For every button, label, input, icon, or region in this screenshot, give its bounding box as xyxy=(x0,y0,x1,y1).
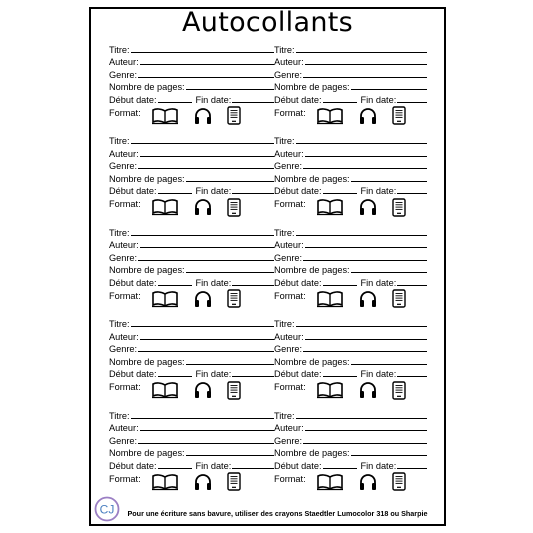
logo-text: CJ xyxy=(99,502,115,517)
pages-line[interactable] xyxy=(351,455,427,456)
genre-label: Genre: xyxy=(109,69,138,80)
fin-label: Fin date: xyxy=(360,460,397,471)
genre-line[interactable] xyxy=(303,260,427,261)
fin-line[interactable] xyxy=(232,193,274,194)
auteur-line[interactable] xyxy=(305,430,427,431)
fin-label: Fin date: xyxy=(195,94,232,105)
headphones-icon[interactable] xyxy=(193,107,213,125)
ereader-icon[interactable] xyxy=(392,106,406,125)
titre-line[interactable] xyxy=(131,326,274,327)
genre-label: Genre: xyxy=(109,252,138,263)
debut-label: Début date: xyxy=(274,369,322,379)
titre-label: Titre: xyxy=(274,44,295,55)
format-label: Format: xyxy=(109,290,141,301)
titre-line[interactable] xyxy=(131,143,274,144)
format-label: Format: xyxy=(274,290,306,301)
auteur-label: Auteur: xyxy=(274,423,304,433)
ereader-icon[interactable] xyxy=(227,381,241,400)
titre-line[interactable] xyxy=(296,143,427,144)
ereader-icon[interactable] xyxy=(227,472,241,491)
auteur-label: Auteur: xyxy=(274,331,304,342)
sticker-card xyxy=(274,42,429,134)
ereader-icon[interactable] xyxy=(392,289,406,308)
genre-line[interactable] xyxy=(138,351,274,352)
fin-label: Fin date: xyxy=(195,369,232,379)
titre-label: Titre: xyxy=(109,227,130,238)
auteur-label: Auteur: xyxy=(109,423,139,433)
sticker-card xyxy=(109,42,274,134)
auteur-line[interactable] xyxy=(140,339,274,340)
fin-label: Fin date: xyxy=(360,369,397,379)
auteur-label: Auteur: xyxy=(109,57,139,67)
pages-label: Nombre de pages: xyxy=(274,173,350,184)
sticker-card xyxy=(274,225,429,317)
debut-line[interactable] xyxy=(158,285,192,286)
ereader-icon[interactable] xyxy=(392,472,406,491)
fin-label: Fin date: xyxy=(360,94,397,105)
debut-label: Début date: xyxy=(274,186,322,196)
pages-line[interactable] xyxy=(351,89,427,90)
fin-line[interactable] xyxy=(232,285,274,286)
auteur-line[interactable] xyxy=(140,64,274,65)
titre-label: Titre: xyxy=(274,410,295,421)
pages-line[interactable] xyxy=(351,272,427,273)
pages-label: Nombre de pages: xyxy=(274,265,350,275)
fin-line[interactable] xyxy=(397,193,427,194)
fin-line[interactable] xyxy=(397,285,427,286)
fin-line[interactable] xyxy=(397,468,427,469)
sticker-card xyxy=(109,317,274,409)
fin-label: Fin date: xyxy=(360,186,397,196)
auteur-line[interactable] xyxy=(140,430,274,431)
titre-line[interactable] xyxy=(296,326,427,327)
format-label: Format: xyxy=(274,473,306,484)
debut-line[interactable] xyxy=(158,102,192,103)
headphones-icon[interactable] xyxy=(358,473,378,491)
sticker-card xyxy=(109,134,274,226)
auteur-line[interactable] xyxy=(305,247,427,248)
book-icon[interactable] xyxy=(151,107,179,125)
genre-line[interactable] xyxy=(303,443,427,444)
genre-line[interactable] xyxy=(303,77,427,78)
book-icon[interactable] xyxy=(316,198,344,216)
genre-label: Genre: xyxy=(109,161,138,171)
pages-label: Nombre de pages: xyxy=(274,82,350,92)
format-label: Format: xyxy=(109,473,141,484)
titre-label: Titre: xyxy=(109,410,130,421)
fin-line[interactable] xyxy=(397,102,427,103)
genre-label: Genre: xyxy=(274,252,303,263)
auteur-label: Auteur: xyxy=(109,148,139,159)
debut-line[interactable] xyxy=(323,376,357,377)
pages-line[interactable] xyxy=(186,455,274,456)
sticker-card xyxy=(109,225,274,317)
headphones-icon[interactable] xyxy=(193,198,213,216)
titre-line[interactable] xyxy=(296,418,427,419)
genre-label: Genre: xyxy=(274,435,303,446)
debut-label: Début date: xyxy=(109,186,157,196)
sticker-card xyxy=(274,408,429,500)
genre-line[interactable] xyxy=(303,351,427,352)
ereader-icon[interactable] xyxy=(227,106,241,125)
sticker-card xyxy=(274,317,429,409)
fin-label: Fin date: xyxy=(195,277,232,288)
format-label: Format: xyxy=(109,199,141,209)
book-icon[interactable] xyxy=(316,107,344,125)
genre-label: Genre: xyxy=(109,435,138,446)
format-label: Format: xyxy=(274,382,306,392)
genre-label: Genre: xyxy=(109,344,138,354)
genre-line[interactable] xyxy=(138,260,274,261)
titre-label: Titre: xyxy=(109,136,130,146)
format-label: Format: xyxy=(109,382,141,392)
debut-label: Début date: xyxy=(109,460,157,471)
auteur-line[interactable] xyxy=(305,64,427,65)
fin-line[interactable] xyxy=(397,376,427,377)
pages-label: Nombre de pages: xyxy=(109,173,185,184)
pages-line[interactable] xyxy=(186,272,274,273)
pages-line[interactable] xyxy=(186,364,274,365)
pages-label: Nombre de pages: xyxy=(274,356,350,367)
auteur-label: Auteur: xyxy=(274,148,304,159)
genre-line[interactable] xyxy=(303,168,427,169)
pages-label: Nombre de pages: xyxy=(109,82,185,92)
pages-label: Nombre de pages: xyxy=(109,448,185,458)
fin-line[interactable] xyxy=(232,376,274,377)
genre-label: Genre: xyxy=(274,161,303,171)
sticker-card xyxy=(274,134,429,226)
debut-label: Début date: xyxy=(274,277,322,288)
format-label: Format: xyxy=(109,107,141,118)
genre-line[interactable] xyxy=(138,77,274,78)
titre-label: Titre: xyxy=(274,227,295,238)
debut-label: Début date: xyxy=(274,94,322,105)
pages-label: Nombre de pages: xyxy=(274,448,350,458)
book-icon[interactable] xyxy=(151,198,179,216)
fin-line[interactable] xyxy=(232,102,274,103)
auteur-label: Auteur: xyxy=(274,240,304,250)
debut-line[interactable] xyxy=(323,102,357,103)
ereader-icon[interactable] xyxy=(392,381,406,400)
debut-label: Début date: xyxy=(109,277,157,288)
titre-label: Titre: xyxy=(109,319,130,329)
titre-line[interactable] xyxy=(131,52,274,53)
headphones-icon[interactable] xyxy=(193,473,213,491)
format-label: Format: xyxy=(274,107,306,118)
debut-label: Début date: xyxy=(274,460,322,471)
format-label: Format: xyxy=(274,199,306,209)
debut-line[interactable] xyxy=(158,193,192,194)
debut-label: Début date: xyxy=(109,94,157,105)
headphones-icon[interactable] xyxy=(193,290,213,308)
titre-line[interactable] xyxy=(296,52,427,53)
genre-label: Genre: xyxy=(274,344,303,354)
book-icon[interactable] xyxy=(151,381,179,399)
debut-line[interactable] xyxy=(158,468,192,469)
titre-line[interactable] xyxy=(131,235,274,236)
titre-label: Titre: xyxy=(274,319,295,329)
debut-line[interactable] xyxy=(158,376,192,377)
auteur-line[interactable] xyxy=(140,247,274,248)
titre-line[interactable] xyxy=(296,235,427,236)
headphones-icon[interactable] xyxy=(358,107,378,125)
debut-label: Début date: xyxy=(109,369,157,379)
pages-label: Nombre de pages: xyxy=(109,356,185,367)
footer-note: Pour une écriture sans bavure, utiliser des crayons Staedtler Lumocolor 318 ou Sharpie xyxy=(127,509,428,518)
debut-line[interactable] xyxy=(323,468,357,469)
fin-line[interactable] xyxy=(232,468,274,469)
debut-line[interactable] xyxy=(323,193,357,194)
genre-label: Genre: xyxy=(274,69,303,80)
pages-line[interactable] xyxy=(351,364,427,365)
headphones-icon[interactable] xyxy=(358,290,378,308)
fin-label: Fin date: xyxy=(360,277,397,288)
headphones-icon[interactable] xyxy=(358,198,378,216)
auteur-line[interactable] xyxy=(305,156,427,157)
genre-line[interactable] xyxy=(138,168,274,169)
headphones-icon[interactable] xyxy=(358,381,378,399)
auteur-label: Auteur: xyxy=(274,57,304,67)
ereader-icon[interactable] xyxy=(392,198,406,217)
fin-label: Fin date: xyxy=(195,186,232,196)
sticker-card xyxy=(109,408,274,500)
titre-label: Titre: xyxy=(274,136,295,146)
auteur-line[interactable] xyxy=(140,156,274,157)
titre-label: Titre: xyxy=(109,44,130,55)
sticker-grid xyxy=(109,42,429,500)
pages-line[interactable] xyxy=(186,181,274,182)
book-icon[interactable] xyxy=(151,473,179,491)
pages-line[interactable] xyxy=(186,89,274,90)
titre-line[interactable] xyxy=(131,418,274,419)
book-icon[interactable] xyxy=(316,473,344,491)
ereader-icon[interactable] xyxy=(227,198,241,217)
headphones-icon[interactable] xyxy=(193,381,213,399)
auteur-label: Auteur: xyxy=(109,240,139,250)
ereader-icon[interactable] xyxy=(227,289,241,308)
pages-label: Nombre de pages: xyxy=(109,265,185,275)
debut-line[interactable] xyxy=(323,285,357,286)
book-icon[interactable] xyxy=(151,290,179,308)
sticker-sheet xyxy=(89,7,446,526)
pages-line[interactable] xyxy=(351,181,427,182)
book-icon[interactable] xyxy=(316,381,344,399)
book-icon[interactable] xyxy=(316,290,344,308)
genre-line[interactable] xyxy=(138,443,274,444)
fin-label: Fin date: xyxy=(195,460,232,471)
page-title: Autocollants xyxy=(182,7,353,38)
auteur-label: Auteur: xyxy=(109,331,139,342)
auteur-line[interactable] xyxy=(305,339,427,340)
